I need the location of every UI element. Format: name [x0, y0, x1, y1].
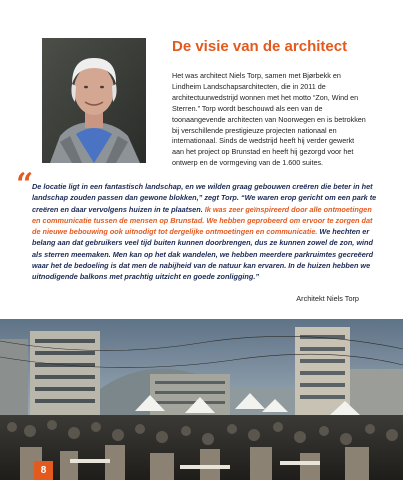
quote-text-part-1: De locatie ligt in een fantastisch landschap, en we wilden graag gebouwen creëren die beter in het landschap zouden passen dan gewone blokken,” zegt Torp. “We waren erop gericht om een park te creëren en daar vervolgens huizen in te plaatsen.	[32, 182, 377, 214]
quote-attribution: Architekt Niels Torp	[296, 294, 359, 303]
quote-text-part-2: We hechten er belang aan dat gebruikers veel tijd buiten kunnen doorbrengen, dus ze kunnen zowel de zon, wind als sterren meemaken. Men kan op het dak wandelen, we hebben meerdere parkruimtes gecreëerd waar het de bedoeling is dat men de nabijheid van de natuur kan ervaren. In de huizen hebben we uitnodigende balkons met prachtig uitzicht en goede zonligging.”	[32, 227, 374, 282]
section-title: De visie van de architect	[172, 38, 348, 55]
event-crowd-photo	[0, 319, 403, 480]
intro-paragraph: Het was architect Niels Torp, samen met Bjørbekk en Lindheim Landschapsarchitecten, die in 2011 de architectuurwedstrijd wonnen met het motto “Zon, Wind en Sterren.” Torp wordt beschouwd als een van de toonaangevende architecten van Noorwegen en is betrokken bij verschillende prestigieuze projecten nationaal en internationaal. Sinds de wedstrijd heeft hij verder gewerkt aan het project op Brunstad en heeft hij gezorgd voor het ontwerp en de vormgeving van de 1.600 suites.	[172, 71, 366, 168]
architect-quote	[32, 181, 382, 283]
architect-portrait-photo	[42, 38, 146, 163]
quote-mark-icon: “	[16, 167, 34, 202]
quote-highlight: Ik was zeer geïnspireerd door alle ontmoetingen en communicatie tussen de mensen op Brunstad. We hebben geprobeerd om ervoor te zorgen dat de nieuwe bebouwing ook uitnodigt tot dergelijke ontmoetingen en communicatie.	[32, 204, 373, 237]
page-number: 8	[34, 461, 53, 480]
